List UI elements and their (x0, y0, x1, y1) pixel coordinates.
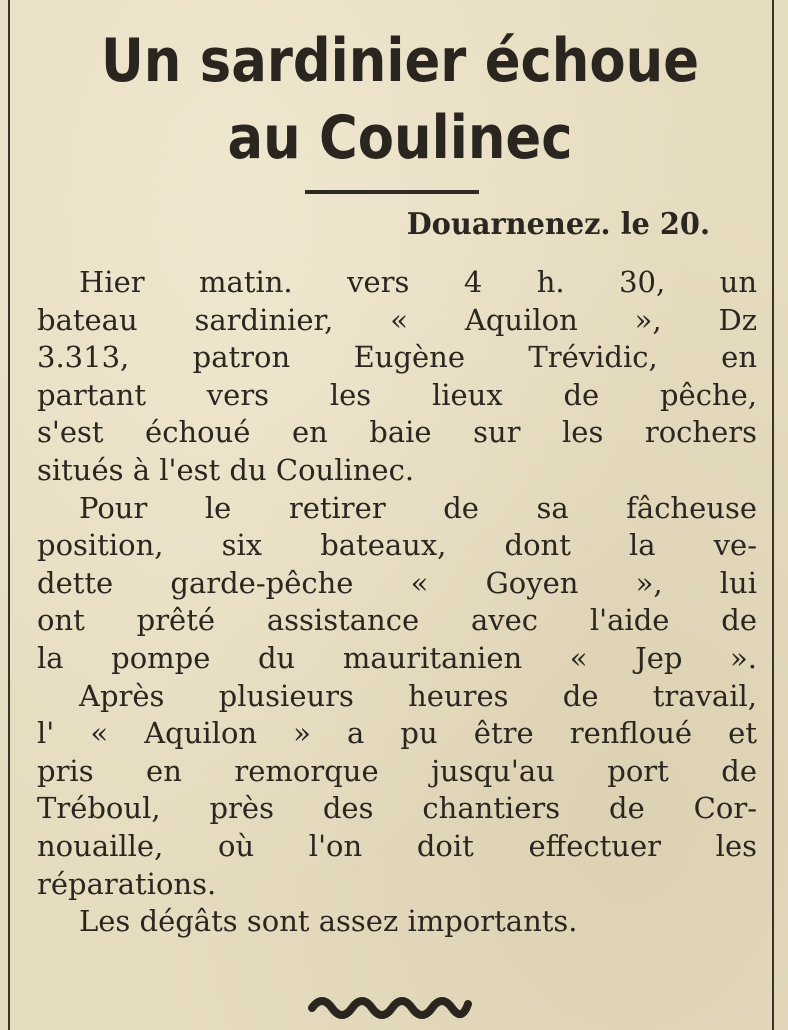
article-line: ont prêté assistance avec l'aide de (37, 603, 757, 638)
article-line: nouaille, où l'on doit effectuer les (37, 828, 757, 863)
right-column-rule (772, 0, 774, 1030)
headline-separator (305, 190, 479, 194)
article-line: Pour le retirer de sa fâcheuse (79, 490, 757, 525)
article-line: Tréboul, près des chantiers de Cor- (37, 791, 757, 826)
article-line: Hier matin. vers 4 h. 30, un (79, 265, 757, 299)
article-line: l' « Aquilon » a pu être renfloué et (37, 716, 757, 751)
article-line: pris en remorque jusqu'au port de (37, 753, 757, 788)
left-column-rule (8, 0, 10, 1030)
headline-line-1: Un sardinier échoue (100, 26, 700, 96)
article-line: 3.313, patron Eugène Trévidic, en (37, 340, 757, 375)
article-line: la pompe du mauritanien « Jep ». (37, 640, 757, 675)
article-line: s'est échoué en baie sur les rochers (37, 415, 757, 450)
article-line: position, six bateaux, dont la ve- (37, 528, 757, 563)
headline-line-2: au Coulinec (227, 103, 573, 173)
article-line: réparations. (37, 866, 217, 901)
article-line: Les dégâts sont assez importants. (79, 904, 578, 939)
wave-ornament-icon (308, 990, 472, 1020)
article-line: Après plusieurs heures de travail, (79, 678, 757, 713)
article-line: partant vers les lieux de pêche, (37, 377, 757, 412)
article-line: situés à l'est du Coulinec. (37, 452, 415, 487)
article-line: dette garde-pêche « Goyen », lui (37, 565, 757, 600)
article-body (37, 264, 757, 941)
dateline: Douarnenez. le 20. (406, 207, 710, 242)
article-line: bateau sardinier, « Aquilon », Dz (37, 302, 757, 337)
